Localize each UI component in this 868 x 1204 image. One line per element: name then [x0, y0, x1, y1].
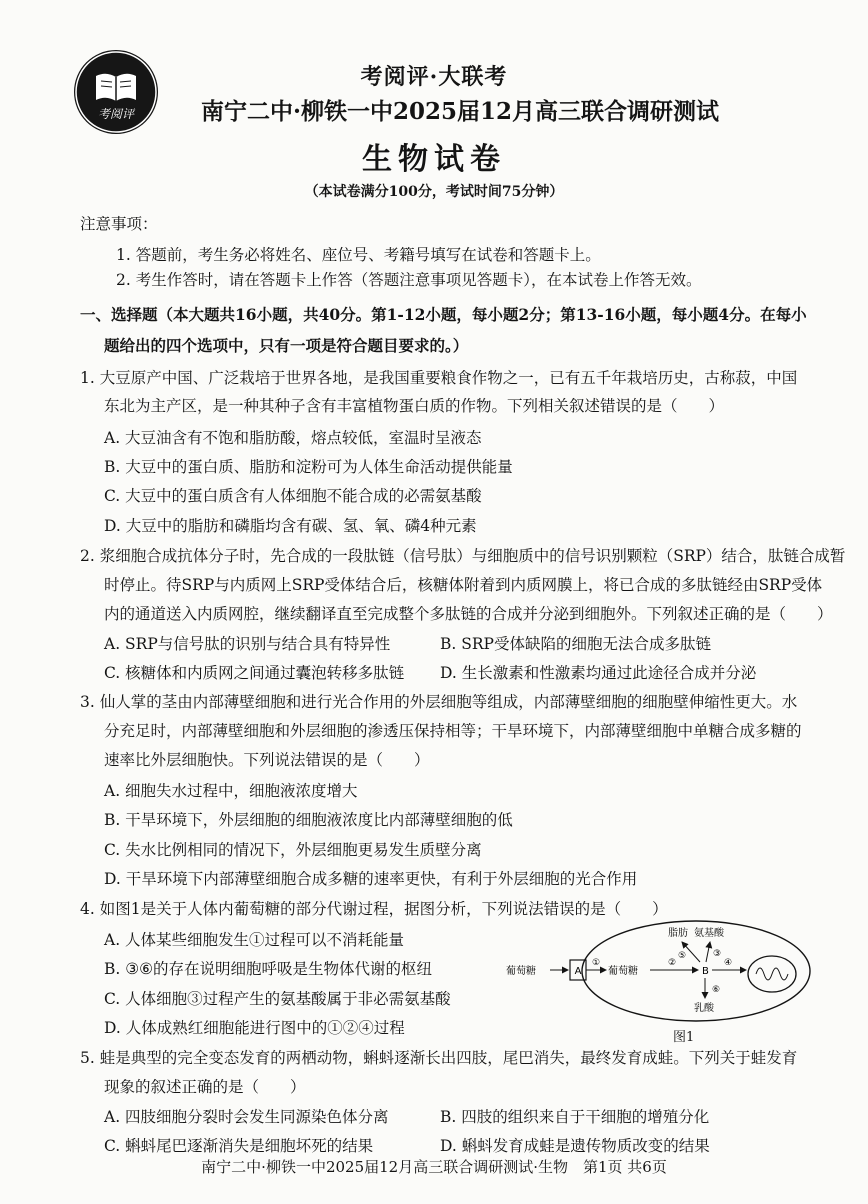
step-1-label: ① [591, 958, 601, 968]
step-3-label: ③ [713, 949, 722, 959]
q3-stem: 分充足时，内部薄壁细胞和外层细胞的渗透压保持相等；干旱环境下，内部薄壁细胞中单糖合成多糖的 [104, 722, 802, 740]
exam-note: （本试卷满分100分，考试时间75分钟） [304, 184, 564, 200]
metabolism-diagram [500, 918, 816, 1058]
section-heading: 一、选择题（本大题共16小题，共40分。第1-12小题，每小题2分；第13-16小题，每小题4分。在每小 [80, 305, 807, 324]
q3-stem: 3. 仙人掌的茎由内部薄壁细胞和进行光合作用的外层细胞等组成，内部薄壁细胞的细胞壁伸缩性更大。水 [80, 693, 798, 711]
notice-item: 1. 答题前，考生务必将姓名、座位号、考籍号填写在试卷和答题卡上。 [116, 246, 601, 264]
q4-option-a: A. 人体某些细胞发生①过程可以不消耗能量 [104, 931, 405, 949]
figure-1-metabolism-diagram [500, 918, 816, 1058]
q1-option-d: D. 大豆中的脂肪和磷脂均含有碳、氢、氧、磷4种元素 [104, 517, 477, 535]
q5-option-c: C. 蝌蚪尾巴逐渐消失是细胞坏死的结果 [104, 1137, 374, 1155]
page-footer: 南宁二中·柳铁一中2025届12月高三联合调研测试·生物 第1页 共6页 [201, 1158, 667, 1176]
q1-stem: 1. 大豆原产中国、广泛栽培于世界各地，是我国重要粮食作物之一，已有五千年栽培历史，古称菽，中国 [80, 369, 798, 387]
amino-acid-label: 氨基酸 [694, 928, 724, 939]
logo-text: 考阅评 [97, 107, 135, 121]
q1-option-b: B. 大豆中的蛋白质、脂肪和淀粉可为人体生命活动提供能量 [104, 458, 513, 476]
glucose-label: 葡萄糖 [506, 966, 536, 977]
q4-stem: 4. 如图1是关于人体内葡萄糖的部分代谢过程，据图分析，下列说法错误的是（ ） [80, 900, 668, 918]
q1-option-c: C. 大豆中的蛋白质含有人体细胞不能合成的必需氨基酸 [104, 487, 482, 505]
glucose-inside-label: 葡萄糖 [608, 966, 638, 977]
step-6-label: ⑥ [712, 985, 721, 995]
subject-title: 生物试卷 [362, 142, 506, 177]
arrow-to-amino [706, 942, 710, 962]
step-5-label: ⑤ [678, 951, 687, 961]
q1-stem: 东北为主产区，是一种其种子含有丰富植物蛋白质的作物。下列相关叙述错误的是（ ） [104, 397, 725, 415]
step-4-label: ④ [723, 958, 733, 968]
q2-option-a: A. SRP与信号肽的识别与结合具有特异性 [104, 635, 391, 653]
lactic-acid-label: 乳酸 [694, 1003, 714, 1014]
q4-option-b: B. ③⑥的存在说明细胞呼吸是生物体代谢的枢纽 [104, 960, 433, 978]
notice-title: 注意事项： [80, 215, 158, 233]
q2-stem: 2. 浆细胞合成抗体分子时，先合成的一段肽链（信号肽）与细胞质中的信号识别颗粒（SRP）结合，肽链合成暂 [80, 547, 846, 565]
q5-option-b: B. 四肢的组织来自于干细胞的增殖分化 [440, 1108, 710, 1126]
q3-stem: 速率比外层细胞快。下列说法错误的是（ ） [104, 751, 430, 769]
q5-option-a: A. 四肢细胞分裂时会发生同源染色体分离 [104, 1108, 389, 1126]
q3-option-a: A. 细胞失水过程中，细胞液浓度增大 [104, 782, 358, 800]
q2-option-c: C. 核糖体和内质网之间通过囊泡转移多肽链 [104, 664, 405, 682]
q1-option-a: A. 大豆油含有不饱和脂肪酸，熔点较低，室温时呈液态 [104, 429, 482, 447]
q2-stem: 时停止。待SRP与内质网上SRP受体结合后，核糖体附着到内质网膜上，将已合成的多肽链经由SRP受体 [104, 576, 823, 594]
q2-option-d: D. 生长激素和性激素均通过此途径合成并分泌 [440, 664, 757, 682]
step-2-label: ② [667, 958, 677, 968]
q5-option-d: D. 蝌蚪发育成蛙是遗传物质改变的结果 [440, 1137, 710, 1155]
carrier-box-label: A [574, 966, 582, 977]
q5-stem: 5. 蛙是典型的完全变态发育的两栖动物，蝌蚪逐渐长出四肢，尾巴消失，最终发育成蛙。下列关于蛙发育 [80, 1049, 798, 1067]
q2-option-b: B. SRP受体缺陷的细胞无法合成多肽链 [440, 635, 711, 653]
exam-series: 考阅评·大联考 [360, 64, 508, 90]
exam-title: 南宁二中·柳铁一中2025届12月高三联合调研测试 [200, 98, 720, 125]
mitochondrion-cristae [756, 968, 788, 980]
q5-stem: 现象的叙述正确的是（ ） [104, 1078, 306, 1096]
figure-caption: 图1 [673, 1030, 695, 1045]
fat-label: 脂肪 [668, 928, 688, 939]
q3-option-c: C. 失水比例相同的情况下，外层细胞更易发生质壁分离 [104, 841, 482, 859]
section-heading-cont: 题给出的四个选项中，只有一项是符合题目要求的。） [104, 336, 469, 355]
q3-option-d: D. 干旱环境下内部薄壁细胞合成多糖的速率更快，有利于外层细胞的光合作用 [104, 870, 638, 888]
q3-option-b: B. 干旱环境下，外层细胞的细胞液浓度比内部薄壁细胞的低 [104, 811, 513, 829]
hub-b-label: B [702, 966, 709, 977]
q4-option-c: C. 人体细胞③过程产生的氨基酸属于非必需氨基酸 [104, 990, 451, 1008]
q4-option-d: D. 人体成熟红细胞能进行图中的①②④过程 [104, 1019, 405, 1037]
q2-stem: 内的通道送入内质网腔，继续翻译直至完成整个多肽链的合成并分泌到细胞外。下列叙述正确的是（ ） [104, 605, 833, 623]
notice-item: 2. 考生作答时，请在答题卡上作答（答题注意事项见答题卡），在本试卷上作答无效。 [116, 271, 702, 289]
